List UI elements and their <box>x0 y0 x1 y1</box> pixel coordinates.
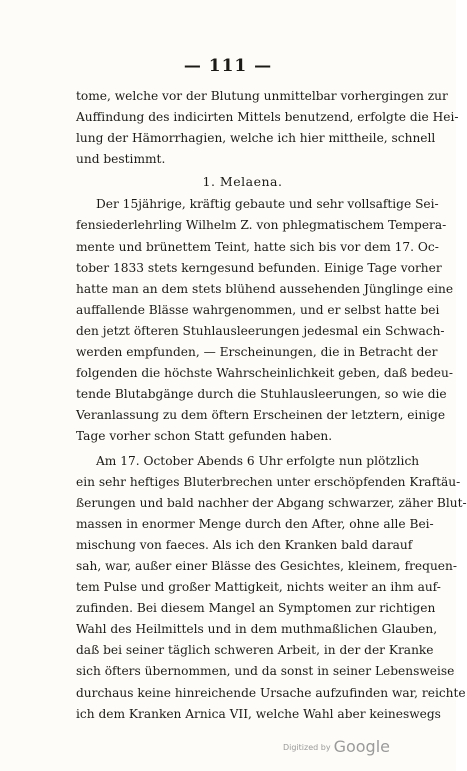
paragraph-2-line: auffallende Blässe wahrgenommen, und er selbst hatte bei <box>76 302 440 317</box>
paragraph-1-line: tome, welche vor der Blutung unmittelbar vorhergingen zur <box>76 89 448 103</box>
paragraph-2-line: fensiederlehrling Wilhelm Z. von phlegmatischem Tempera- <box>76 218 447 233</box>
paragraph-2-line: tober 1833 stets kerngesund befunden. Einige Tage vorher <box>76 260 442 275</box>
paragraph-3-line: daß bei seiner täglich schweren Arbeit, in der der Kranke <box>76 643 434 658</box>
paragraph-3-line: mischung von faeces. Als ich den Kranken bald darauf <box>76 537 413 552</box>
paragraph-2-line: folgenden die höchste Wahrscheinlichkeit geben, daß bedeu- <box>76 366 453 381</box>
paragraph-3-line: zufinden. Bei diesem Mangel an Symptomen zur richtigen <box>76 601 436 616</box>
paragraph-2-line: tende Blutabgänge durch die Stuhlausleerungen, so wie die <box>76 387 447 402</box>
paragraph-3-line: tem Pulse und großer Mattigkeit, nichts weiter an ihm auf- <box>76 580 441 595</box>
paragraph-2-line: werden empfunden, — Erscheinungen, die in Betracht der <box>76 345 438 360</box>
paragraph-3-line: Wahl des Heilmittels und in dem muthmaßlichen Glauben, <box>76 622 438 637</box>
paragraph-3-line: Am 17. October Abends 6 Uhr erfolgte nun plötzlich <box>96 453 420 468</box>
section-heading: 1. Melaena. <box>202 174 283 190</box>
watermark-prefix: Digitized by <box>282 743 331 752</box>
paragraph-3-line: massen in enormer Menge durch den After, ohne alle Bei- <box>76 516 434 531</box>
paragraph-2-line: Veranlassung zu dem öftern Erscheinen der letztern, einige <box>76 408 446 423</box>
paragraph-2-line: den jetzt öfteren Stuhlausleerungen jedesmal ein Schwach- <box>76 323 445 338</box>
body-text <box>76 86 467 725</box>
paragraph-3-line: ein sehr heftiges Bluterbrechen unter erschöpfenden Kraftäu- <box>76 474 461 489</box>
paragraph-1-line: und bestimmt. <box>76 152 166 167</box>
paragraph-1-line: lung der Hämorrhagien, welche ich hier mittheile, schnell <box>76 131 436 146</box>
paragraph-2-line: Tage vorher schon Statt gefunden haben. <box>76 429 333 444</box>
paragraph-1-line: Auffindung des indicirten Mittels benutzend, erfolgte die Hei- <box>76 110 459 125</box>
paragraph-3-line: ßerungen und bald nachher der Abgang schwarzer, zäher Blut- <box>76 495 467 510</box>
paragraph-2-line: Der 15jährige, kräftig gebaute und sehr vollsaftige Sei- <box>96 197 439 212</box>
paragraph-2-line: hatte man an dem stets blühend aussehenden Jünglinge eine <box>76 281 454 296</box>
paragraph-3-line: ich dem Kranken Arnica VII, welche Wahl aber keineswegs <box>76 706 441 721</box>
paragraph-3-line: sich öfters übernommen, und da sonst in seiner Lebensweise <box>76 664 455 679</box>
paragraph-2-line: mente und brünettem Teint, hatte sich bis vor dem 17. Oc- <box>76 239 439 254</box>
paragraph-3-line: sah, war, außer einer Blässe des Gesichtes, kleinem, frequen- <box>76 558 457 573</box>
paragraph-3-line: durchaus keine hinreichende Ursache aufzufinden war, reichte <box>76 685 466 700</box>
google-logo: Google <box>333 737 390 756</box>
digitized-watermark <box>283 737 390 756</box>
page-number: — 111 — <box>183 56 273 76</box>
